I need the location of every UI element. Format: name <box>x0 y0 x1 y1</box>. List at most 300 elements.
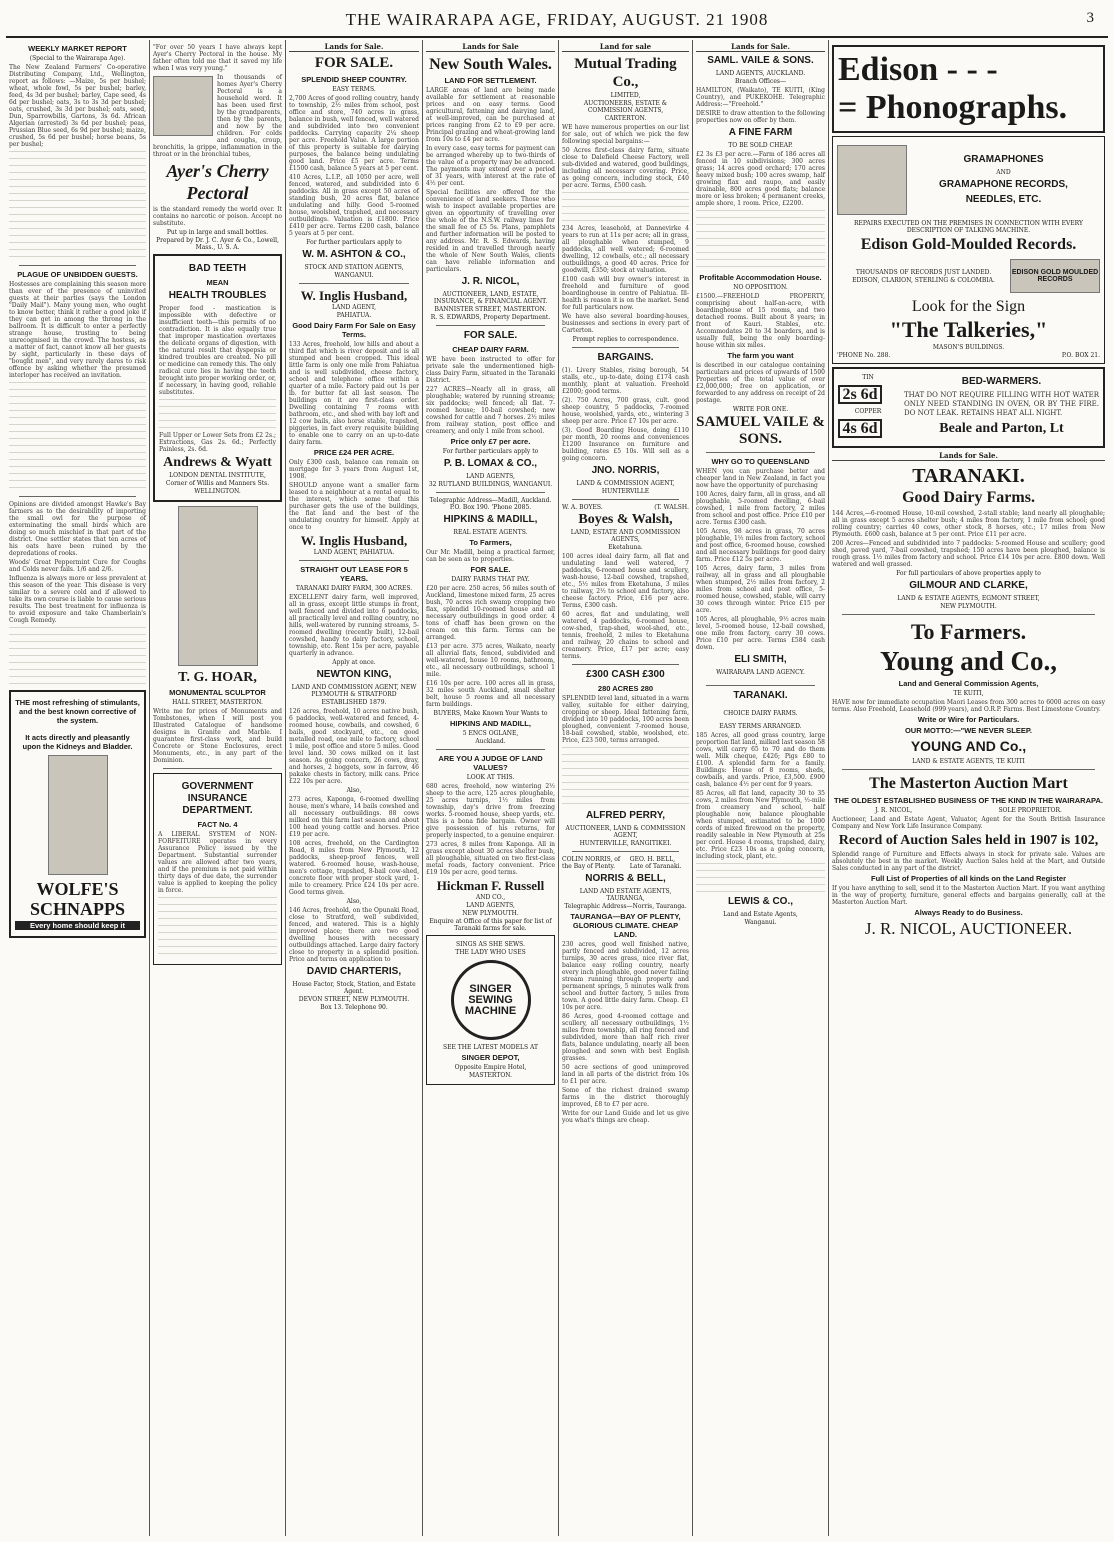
norris-sub: LAND & COMMISSION AGENT, <box>576 480 675 487</box>
listing-410-acres: 410 Acres, L.I.P., all 1050 per acre, well fenced, watered, and subdivided into 6 paddocks. All in grass except 50 acres of standing bush, 20 acres flat, balance undulating and hilly. Good 5-roomed house, woolshed, trapshed, and necessary outbuildings. Valuation is £1800. Price £410 per acre. Terms £200 cash, balance 5 years at 5 per cent. <box>289 174 419 237</box>
price-24: PRICE £24 PER ACRE. <box>313 448 395 457</box>
buyers-wants: BUYERS, Make Known Your Wants to <box>433 710 548 717</box>
plague-body: Hostesses are complaining this season more than ever of the presence of uninvited guests at their parties (says the London "Daily Mail"). Many young men, who ought to know better, think it rather a good joke if they can get in among the throng in the ballroom. It is difficult to enter a perfectly strange house, trusting to being unrecognised in the crowd. The hostess, as a matter of fact, cannot know all her guests by sight, particularly in these days of "bought men", and very rarely dares to risk offence by asking whether the presumed interloper has received an invitation. <box>9 281 146 379</box>
hoar-trade: MONUMENTAL SCULPTOR <box>169 688 266 697</box>
ayer-bottles: Put up in large and small bottles. <box>166 229 269 236</box>
lewis-name: LEWIS & CO., <box>728 896 793 907</box>
vaile-branches: HAMILTON, (Waikato), TE KUITI, (King Country), and PUKEKOHE. Telegraphic Address:—"Freehold." <box>696 87 825 108</box>
boyes-walsh-sub: LAND, ESTATE AND COMMISSION AGENTS, <box>570 529 681 543</box>
vaile-name: SAML. VAILE & SONS. <box>707 55 814 66</box>
masterton-mart-sub: THE OLDEST ESTABLISHED BUSINESS OF THE KIND IN THE WAIRARAPA. <box>834 796 1103 805</box>
inglis-city: PAHIATUA. <box>336 312 372 319</box>
masthead <box>0 0 1114 38</box>
schnapps-tagline: Every home should keep it <box>15 921 140 930</box>
lomax-sub: LAND AGENTS, <box>466 473 515 480</box>
ayer-preparer: Prepared by Dr. J. C. Ayer & Co., Lowell, Mass., U. S. A. <box>156 237 279 251</box>
listing-86-acres: 86 Acres, good 4-roomed cottage and scullery, all necessary outbuildings, 1½ miles from township, all ring fenced and subdivided, more than half rich river flats, balance undulating, nearly all been ploughed and sown with best English grasses. <box>562 1013 689 1062</box>
full-particulars: For full particulars of above properties apply to <box>896 570 1041 577</box>
listing-126-acres: 126 acres, freehold, 10 acres native bush, 6 paddocks, well-watered and fenced, 4-roomed house, cowbails, and cowshed, 6 bails, good stockyard, etc., on good metalled road, one mile to factory, school 1 mile, post office and store 5 miles. Good level land. 30 cows milked on it last season. As going concern, 26 cows, dray, and horses, 2 hoggets, sow in farrow, 46 pakake chests in factory, milk cans. Price £22 10s per acre. <box>289 708 419 785</box>
further-particulars: For further particulars apply to <box>442 448 539 455</box>
column-7 <box>828 40 1108 1536</box>
also-1: Also, <box>346 787 362 794</box>
dental-prices: Full Upper or Lower Sets from £2 2s.; Extractions, Gas 2s. 6d.; Perfectly Painless, 2s. 6d. <box>159 432 276 453</box>
fine-farm-text-block <box>696 210 825 270</box>
schnapps-brand: WOLFE'S SCHNAPPS <box>29 879 125 919</box>
vaile-name-2: SAMUEL VAILE & SONS. <box>696 414 825 447</box>
gramophones-and: AND <box>996 169 1011 176</box>
singer-line-2: THE LADY WHO USES <box>455 949 526 956</box>
young-co-body: HAVE now for immediate occupation Maori Leases from 300 acres to 6000 acres on easy terms. Also Freehold, Leasehold (999 years), and O.R.P. Farms. Best Limestone Country. <box>832 699 1105 713</box>
inglis-name-2: W. Inglis Husband, <box>300 533 408 548</box>
dental-body: Proper food - mastication is impossible with defective or insufficient teeth—this permits of no contradiction. It is also equally true that improper mastication overtaxes the delicate organs of digestion, with the natural result that dyspepsia or kindred troubles are created. No pill or medicine can remedy this. The only radical cure lies in having the teeth brought into proper working order, or, if necessary, in having good, reliable substitutes. <box>159 305 276 396</box>
ayer-quote: "For over 50 years I have always kept Ayer's Cherry Pectoral in the house. My father often told me that it saved my life when I was very young." <box>153 44 282 72</box>
schnapps-headline: THE most refreshing of stimulants, and the best known corrective of the system. <box>15 698 140 725</box>
good-dairy-heading: Good Dairy Farm For Sale on Easy Terms. <box>292 321 416 339</box>
singer-line-3: SEE THE LATEST MODELS AT <box>443 1044 538 1051</box>
bargain-3: (3). Good Boarding House, doing £110 per month, 20 rooms and conveniences £1200 Insurance on furniture and building, rates £5 10s. Will sell as a going concern. <box>562 427 689 462</box>
divider <box>436 492 545 493</box>
influenza-text-block <box>9 627 146 687</box>
boyes-partners <box>562 504 689 511</box>
column-2 <box>149 40 285 1536</box>
norris-name: JNO. NORRIS, <box>591 465 660 476</box>
gramophone-ad <box>832 136 1105 364</box>
lease-heading: STRAIGHT OUT LEASE FOR 5 YEARS. <box>300 565 408 583</box>
bargain-1: (1). Livery Stables, rising borough, 54 stalls, etc., up-to-date, doing £174 cash monthly, plant at valuation. Freehold £2000; good terms. <box>562 367 689 395</box>
hipkins-sub: REAL ESTATE AGENTS. <box>453 529 528 536</box>
copper-price: 4s 6d <box>838 419 882 438</box>
acres-heading: 280 ACRES 280 <box>597 684 654 693</box>
divider <box>19 496 136 497</box>
listing-185-acres: 185 Acres, all good grass country, large proportion flat land, milked last season 58 cows, will carry 65 to 70 and do them well. Milk cheque, £426; Pigs £80 to £100. A splendid farm for a family. Buildings: House of 8 rooms, sheds, cowbails, and yards. Price, £3,500. £900 cash, balance 4½ per cent for 9 years. <box>696 732 825 788</box>
edison-label-image: EDISON GOLD MOULDED RECORDS <box>1010 259 1100 293</box>
singer-city: MASTERTON. <box>468 1072 513 1079</box>
hipkins-address-2: 5 ENCS OGLANE, <box>462 730 519 737</box>
govt-insurance-ad <box>153 773 282 965</box>
hipkins-city-2: Auckland. <box>475 738 506 745</box>
listing-13-per-acre: £13 per acre. 375 acres, Waikato, nearly all alluvial flats, fenced, subdivided and well-watered, house 10 rooms, bathroom, etc., all necessary outbuildings, school 1 mile. <box>426 643 555 678</box>
mortgage-terms: Only £300 cash, balance can remain on mortgage for 3 years from August 1st, 1908. <box>289 459 419 480</box>
taranaki-heading: TARANAKI. <box>733 690 788 701</box>
vaile-desire: DESIRE to draw attention to the following properties now on offer by them. <box>696 110 825 124</box>
mart-proprietor-row <box>832 807 1105 814</box>
tin-price: 2s 6d <box>838 385 882 404</box>
boyes-left: W. A. BOYES. <box>562 504 603 511</box>
lands-for-sale-header: Lands for Sale. <box>289 42 419 52</box>
to-farmers: To Farmers, <box>469 538 512 547</box>
mother-child-image <box>153 76 213 136</box>
bed-warmer-prices <box>838 373 898 442</box>
charteris-box: Box 13. Telephone 90. <box>320 1004 388 1011</box>
russell-name: Hickman F. Russell <box>436 878 545 893</box>
cash-heading: £300 CASH £300 <box>586 669 665 680</box>
nicol-department: R. S. EDWARDS, Property Department. <box>430 314 551 321</box>
for-sale-heading: FOR SALE. <box>314 55 394 71</box>
talkeries-phone: 'PHONE No. 288. <box>837 352 891 359</box>
ayer-body-2: is the standard remedy the world over. It contains no narcotic or poison. Accept no substitute. <box>153 206 282 227</box>
charteris-address: DEVON STREET, NEW PLYMOUTH. <box>298 996 410 1003</box>
andrews-address: Corner of Willis and Manners Sts. <box>165 480 270 487</box>
norris-city: HUNTERVILLE <box>601 488 650 495</box>
listing-680-acres: 680 acres, freehold, now wintering 2½ sheep to the acre, 125 acres ploughable, 25 acres turnips, 1½ miles from township, day's drive from freezing works. 5-roomed house, sheep yards, etc. This is a bona fide bargain. Owner will give possession of his returns, for properly inspected, to a genuine enquirer. <box>426 783 555 839</box>
govt-insurance-heading: GOVERNMENT INSURANCE DEPARTMENT. <box>181 781 254 816</box>
singer-depot: SINGER DEPOT, <box>461 1053 520 1062</box>
russell-enquire: Enquire at Office of this paper for list of Taranaki farms for sale. <box>429 918 552 932</box>
perry-sub: AUCTIONEER, LAND & COMMISSION AGENT, <box>565 825 686 839</box>
talkeries-box: P.O. BOX 21. <box>1061 352 1100 359</box>
nicol-address: BANNISTER STREET, MASTERTON. <box>434 306 547 313</box>
nsw-subheading: LAND FOR SETTLEMENT. <box>444 76 537 85</box>
accommodation-heading: Profitable Accommodation House. <box>699 273 822 282</box>
cheap-dairy-intro: WE have been instructed to offer for private sale the undermentioned high-class Dairy Farm, situated in the Taranaki District. <box>426 356 555 384</box>
inglis-sub: LAND AGENT, <box>331 304 377 311</box>
talkeries-contacts <box>837 352 1100 359</box>
land-guide: Write for our Land Guide and let us give you what's things are cheap. <box>562 1110 689 1124</box>
listing-20-per-acre: £20 per acre. 250 acres, 56 miles south of Auckland, limestone mixed farm, 25 acres bush, 70 acres rich swamp cropping two flax, splendid 10-roomed house and all necessary outbuildings in good order. 4 tons of chaff has been grown on the cream on this farm. Terms can be arranged. <box>426 585 555 641</box>
schnapps-ad <box>9 690 146 938</box>
gilmour-clarke-name: GILMOUR AND CLARKE, <box>909 580 1028 591</box>
mutual-boarding: We have also several boarding-houses, businesses and sections in every part of Carterton. <box>562 313 689 334</box>
young-co-sub-2: LAND & ESTATE AGENTS, TE KUITI <box>912 758 1025 765</box>
market-report-text-block <box>9 151 146 261</box>
lands-for-sale-header: Lands for Sale <box>426 42 555 52</box>
divider <box>163 768 272 769</box>
andrews-city: WELLINGTON. <box>194 488 241 495</box>
nicol-auctioneer: J. R. NICOL, AUCTIONEER. <box>864 919 1073 938</box>
bed-warmer-ad <box>832 367 1105 448</box>
nicol-sub: AUCTIONEER, LAND, ESTATE, INSURANCE, & FINANCIAL AGENT. <box>433 291 548 305</box>
nicol-name: J. R. NICOL, <box>461 276 520 287</box>
copper-label: COPPER <box>854 408 882 415</box>
nsw-heading: New South Wales. <box>429 56 552 73</box>
opinions-body: Opinions are divided amongst Hawke's Bay farmers as to the desirability of importing the small owl for the purpose of exterminating the small birds which are doing so much mischief in that part of the district. One settler states that ten acres of his oats have been ruined by the depredations of rooks. <box>9 501 146 557</box>
nsw-body-2: In every case, easy terms for payment can be arranged whereby up to two-thirds of the value of a property may be advanced. The payments may extend over a period of 31 years, with interest at the rate of 4½ per cent. <box>426 145 555 187</box>
always-ready: Always Ready to do Business. <box>914 908 1023 917</box>
listing-144-acres: 144 Acres,—6-roomed House, 10-mil cowshed, 2-stall stable; land nearly all ploughable; all in grass except 5 acres shelter bush; 4 miles from factory, 1 mile from school; good rolling country; carries 40 cows, other stock, 8 horses, etc.; 17 miles from New Plymouth. £600 cash, balance at 5 per cent. Price £11 per acre. <box>832 510 1105 538</box>
listing-100-acres-dairy: 100 Acres, dairy farm, all in grass, and all ploughable, 5-roomed dwelling, 6-bail cowshed, 1 mile from factory, 2 miles from school and post office. Price £10 per acre. Terms £300 cash. <box>696 491 825 526</box>
no-opposition: NO OPPOSITION. <box>733 284 788 291</box>
choice-dairy: CHOICE DAIRY FARMS. <box>723 710 798 717</box>
listing-273-acres: 273 acres, Kaponga, 6-roomed dwelling house, men's whare, 14 bails cowshed and all necessary outbuildings. 88 cows milked on this farm last season and about 100 head young cattle and horses. Price £19 per acre. <box>289 796 419 838</box>
fine-farm-sub: TO BE SOLD CHEAP. <box>728 142 793 149</box>
inglis-name: W. Inglis Husband, <box>300 288 408 303</box>
singer-location: Opposite Empire Hotel, <box>454 1064 527 1071</box>
young-co-sub: Land and General Commission Agents, <box>898 679 1039 688</box>
masons-buildings: MASON'S BUILDINGS. <box>932 344 1005 351</box>
accommodation-body: £1500.—FREEHOLD PROPERTY, comprising about half-an-acre, with boardinghouse of 15 rooms, and two detached rooms. Built about 8 years; in front of Kauri. Stables, etc. Accommodates 20 to 34 boarders, and is usually full, being the only boarding-house within six miles. <box>696 293 825 349</box>
listing-50-acre-sections: 50 acre sections of good unimproved land in all parts of the district from 10s to £1 per acre. <box>562 1064 689 1085</box>
for-sale-heading: FOR SALE. <box>463 330 518 341</box>
excellent-dairy-farm: EXCELLENT dairy farm, well improved, all in grass, except little stumps in front, well fenced and divided into 6 paddocks, all practically level and rolling country, no hills, well-watered by running streams, 5-roomed dwelling (recently built), 12-bail cowshed, handy to dairy factory, school, township, etc. Rent 15s per acre, payable quarterly in advance. <box>289 594 419 657</box>
russell-city: NEW PLYMOUTH. <box>462 910 519 917</box>
hoar-name: T. G. HOAR, <box>178 670 257 685</box>
young-co-name: Young and Co., <box>879 646 1058 676</box>
divider <box>436 325 545 326</box>
divider <box>572 664 679 665</box>
market-report-subheading: (Special to the Wairarapa Age). <box>29 55 126 62</box>
bed-warmer-row <box>838 373 1099 442</box>
edison-ad <box>832 45 1105 133</box>
singer-line-1: SINGS AS SHE SEWS. <box>456 941 525 948</box>
lomax-name: P. B. LOMAX & CO., <box>443 458 538 469</box>
newton-king-name: NEWTON KING, <box>316 669 392 680</box>
charteris-sub: House Factor, Stock, Station, and Estate Agent. <box>292 981 416 995</box>
look-at-this: LOOK AT THIS. <box>466 774 515 781</box>
listing-230-acres: 230 acres, good well finished native, partly fenced and subdivided, 12 acres turnips, 30 acres grass, nice river flat, balance easy rolling country, nearly every inch ploughable, good never failing stream running through property and permanent springs, 5 minutes walk from school and butter factory, 5 miles from town. A good little dairy farm. Cheap. £1 10s per acre. <box>562 941 689 1011</box>
needles-heading: NEEDLES, ETC. <box>965 194 1042 205</box>
perry-name: ALFRED PERRY, <box>585 810 666 821</box>
write-or-wire: Write or Wire for Particulars. <box>917 715 1020 724</box>
listing-273-acres-kaponga: 273 acres, 8 miles from Kaponga. All in grass except about 30 acres shelter bush, all ploughable, situated on two first-class metal roads, factory convenient. Price £19 10s per acre, good terms. <box>426 841 555 876</box>
singer-ad <box>426 935 555 1085</box>
masterton-mart-heading: The Masterton Auction Mart <box>869 775 1068 792</box>
bed-warmers-body: THAT DO NOT REQUIRE FILLING WITH HOT WATER ONLY NEED STANDING IN OVEN, OR BY THE FIRE. DO NOT LEAK. RETAINS HEAT ALL NIGHT. <box>904 391 1099 417</box>
ashton-sub: STOCK AND STATION AGENTS, <box>304 264 404 271</box>
nsw-body-3: Special facilities are offered for the convenience of land seekers. Those who wish to inspect available properties are given an opportunity of travelling over the whole of the N.S.W. railway lines for the small fee of £5 5s. Plans, pamphlets and further information will be posted to any address. Mr. R. S. Edwards, having resided in and travelled through nearly the whole of New South Wales, clients can have reliable information and particulars. <box>426 189 555 273</box>
bed-warmers-heading: BED-WARMERS. <box>961 376 1042 387</box>
listing-105-acres-a: 105 Acres, 98 acres in grass, 70 acres ploughable, 1½ miles from factory, school and post office, 6-roomed house, cowshed and all necessary buildings for good dairy farm. Price £12 5s per acre. <box>696 528 825 563</box>
gold-moulded-records: Edison Gold-Moulded Records. <box>860 236 1077 253</box>
mutual-intro: WE have numerous properties on our list for sale, out of which we pick the few following special bargains:— <box>562 124 689 145</box>
perry-city: HUNTERVILLE, RANGITIKEI. <box>579 840 672 847</box>
also-2: Also, <box>346 898 362 905</box>
russell-sub: AND CO., <box>475 894 506 901</box>
lomax-address: 32 RUTLAND BUILDINGS, WANGANUI. <box>428 481 553 488</box>
dental-text-block <box>159 399 276 429</box>
inglis-sub-2: LAND AGENT, PAHIATUA. <box>313 549 395 556</box>
plague-heading: PLAGUE OF UNBIDDEN GUESTS. <box>17 270 138 279</box>
listing-234-acres: 234 Acres, leasehold, at Dannevirke 4 years to run at 11s per acre; all in grass, all ploughable when stumped, 9 paddocks, all well watered; 6-roomed dwelling, 12 cowbails, etc.; all necessary outbuildings, a good 40 acres. Price for goodwill, £350; stock at valuation. <box>562 225 689 274</box>
listing-200-acres: 200 Acres—Fenced and subdivided into 7 paddocks: 5-roomed House and scullery; good shed, paved yard, 7-bail cowshed, trapshed; 150 acres have been ploughed, balance is rough grass. 1½ miles from factory and school. Price £14 10s per acre. £800 down. Well watered and well grassed. <box>832 540 1105 568</box>
masthead-rule <box>6 36 1108 38</box>
divider <box>706 452 815 453</box>
divider <box>706 685 815 686</box>
taranaki-heading: TARANAKI. <box>912 465 1025 487</box>
dental-ad <box>153 254 282 502</box>
boyes-right: (T. WALSH. <box>654 504 689 511</box>
column-4 <box>422 40 558 1536</box>
newton-king-est: ESTABLISHED 1879. <box>321 699 387 706</box>
divider <box>572 499 679 500</box>
bay-of-plenty-heading: TAURANGA—BAY OF PLENTY, GLORIOUS CLIMATE. CHEAP LAND. <box>570 912 681 939</box>
mutual-text-block <box>562 192 689 222</box>
queensland-heading: WHY GO TO QUEENSLAND <box>711 457 810 466</box>
record-labels: EDISON, CLARION, STERLING & COLOMBIA. <box>852 276 995 284</box>
bargain-2: (2). 750 Acres, 700 grass, cult. good sheep country, 5 paddocks, 7-roomed house, woolshed, yards, etc., wintering 3 sheep per acre. Price £7 10s per acre. <box>562 397 689 425</box>
dairy-farms-pay: DAIRY FARMS THAT PAY. <box>451 576 530 583</box>
price-7: Price only £7 per acre. <box>450 437 531 446</box>
lewis-sub: Land and Estate Agents, <box>723 911 798 918</box>
eli-smith-sub: WAIRARAPA LAND AGENCY. <box>716 669 805 676</box>
divider <box>299 283 409 284</box>
splendid-level-land: SPLENDID level land, situated in a warm valley, suitable for either dairying, cropping or sheep. Ideal fattening farm, divided into 10 paddocks, 100 acres been ploughed, convenient 7-roomed house, 18-bail cowshed, stable, woolshed, etc. Price, £23 500, terms arranged. <box>562 695 689 744</box>
norris-bell-partners <box>562 856 689 870</box>
woods-cure: Woods' Great Peppermint Cure for Coughs and Colds never fails. 1/6 and 2/6. <box>9 559 146 573</box>
listing-108-acres: 108 acres, freehold, on the Cardington Road, 8 miles from New Plymouth, 12 paddocks, sheep-proof fences, well watered. 6-roomed house, wash-house, men's cottage, trapshed, 8-bail cow-shed, concrete floor with proper stock yard, 1-mile to creamery. Price £24 10s per acre. Good terms given. <box>289 840 419 896</box>
divider <box>299 560 409 561</box>
bargains-heading: BARGAINS. <box>597 352 654 363</box>
listing-133-acres: 133 Acres, freehold, low hills and about a third flat which is river deposit and is all stumped and been cropped. This ideal little farm is only one mile from Pahiatua and is well subdivided, cheese factory, school and telephone office within a quarter of a mile. Factory paid out 1s per lb. for butter fat all last season. The buildings on it are first-class order. Dwelling containing 7 rooms with bathroom, etc., and shed with bay loft and 12 cow bails, also horse stable, trapshed, piggeries, in fact every requisite building to enable one to carry on an up-to-date dairy farm. <box>289 341 419 446</box>
full-list-heading: Full List of Properties of all kinds on the Land Register <box>870 874 1067 883</box>
schnapps-claim: It acts directly and pleasantly upon the Kidneys and Bladder. <box>22 733 133 751</box>
newspaper-title: THE WAIRARAPA AGE, FRIDAY, AUGUST. 21 1908 <box>345 10 769 29</box>
talkeries-name: "The Talkeries," <box>889 317 1048 342</box>
tin-label: TIN <box>862 374 874 381</box>
prompt-replies: Prompt replies to correspondence. <box>572 336 679 343</box>
gramophone-row <box>837 141 1100 219</box>
auction-record: Record of Auction Sales held in 1907 is 102, <box>838 833 1099 848</box>
listing-105-acres-b: 105 Acres, dairy farm, 3 miles from railway, all in grass and all ploughable when stumped, 2½ miles from factory, 2 miles from school and post office, 5-roomed house, cowshed, stable, will carry 30 cows through winter. Price £15 per acre. <box>696 565 825 614</box>
mart-nicol: J. R. NICOL, <box>875 807 913 814</box>
govt-fact: FACT No. 4 <box>197 820 238 829</box>
listing-100-acres-ideal: 100 acres ideal dairy farm, all flat and undulating land well watered, 7 paddocks, 6-roomed house and scullery, wash-house, 12-bail cowshed, trapshed, etc., 5½ miles from Eketahuna, 3 miles to railway, 2½ to school and factory, also cheese factory. Price, £16 per acre. Terms, £300 cash. <box>562 553 689 609</box>
mutual-trading-city: CARTERTON. <box>604 115 647 122</box>
schnapps-bottle-image <box>48 755 108 875</box>
ayer-body: In thousands of homes Ayer's Cherry Pectoral is a household word. It has been used first by the grandparents, then by the parents, and now by the children. For colds and coughs, croup, bronchitis, la grippe, inflammation in the throat or in the bronchial tubes, <box>153 74 282 158</box>
mart-body-3: If you have anything to sell, send it to the Masterton Auction Mart. If you want anything in the way of property, furniture, general effects and bargains generally, call at the Masterton Auction Mart. <box>832 885 1105 906</box>
listing-50-acres: 50 Acres first-class dairy farm, situate close to Dalefield Cheese Factory, well sub-divided and watered, good buildings, including all necessary covering. Price, as going concern, including stock, £40 per acre. Terms, £500 cash. <box>562 147 689 189</box>
farm-you-want: The farm you want <box>727 351 794 360</box>
mutual-trading-name: Mutual Trading Co., <box>574 56 677 90</box>
market-report-heading: WEEKLY MARKET REPORT <box>28 44 127 53</box>
catalogue-body: is described in our catalogue containing particulars and prices of upwards of 1500 Properties of the total value of over £2,000,000; free on application, or forwarded to any address on receipt of 2d postage. <box>696 362 825 404</box>
divider <box>572 347 679 348</box>
records-landed: THOUSANDS OF RECORDS JUST LANDED. <box>855 268 992 276</box>
health-troubles-heading: HEALTH TROUBLES <box>168 290 267 301</box>
divider <box>572 851 679 852</box>
bell-right: GEO. H. BELL, Late of Taranaki. <box>629 856 682 870</box>
nsw-body-1: LARGE areas of land are being made available for settlement at reasonable prices and on easy terms. Good agricultural, fattening and dairying land, at well-improved, can be purchased at prices ranging from £2 to £9 per acre. Principal grazing and wheat-growing land from 10s to £4 per acre. <box>426 87 555 143</box>
listing-16-per-acre: £16 10s per acre. 100 acres all in grass, 32 miles south Auckland, small shelter belt, house 5 rooms and all necessary farm buildings. <box>426 680 555 708</box>
hoar-address: HALL STREET, MASTERTON. <box>172 699 263 706</box>
vaile-branch: Branch Offices— <box>735 78 786 85</box>
gilmour-clarke-sub: LAND & ESTATE AGENTS, EGMONT STREET, <box>897 595 1040 602</box>
our-motto: OUR MOTTO:—"WE NEVER SLEEP. <box>904 726 1033 735</box>
boyes-walsh-city: Eketahuna. <box>608 544 643 551</box>
boyes-walsh-name: Boyes & Walsh, <box>578 512 673 527</box>
repairs-text: REPAIRS EXECUTED ON THE PREMISES IN CONNECTION WITH EVERY DESCRIPTION OF TALKING MACHINE. <box>854 220 1083 234</box>
listing-146-acres: 146 Acres, freehold, on the Opunaki Road, close to Stratford, well subdivided, fenced, and watered. This is a highly improved place; there are two good dwelling houses with necessary outbuildings attached. Large dairy factory close to property in a splendid position. Price and terms on application to <box>289 907 419 963</box>
column-1 <box>6 40 149 1536</box>
ashton-city: WANGANUI. <box>334 272 374 279</box>
further-particulars: For further particulars apply to <box>306 239 402 246</box>
eli-smith-name: ELI SMITH, <box>734 654 787 665</box>
easy-terms: EASY TERMS ARRANGED. <box>719 723 802 730</box>
hipkins-name-2: HIPKINS AND MADILL, <box>450 719 531 728</box>
lands-for-sale-header: Lands for Sale. <box>696 42 825 52</box>
mutual-trading-sub: AUCTIONEERS, ESTATE & COMMISSION AGENTS, <box>583 100 668 114</box>
charteris-name: DAVID CHARTERIS, <box>306 966 402 977</box>
govt-insurance-body: A LIBERAL SYSTEM of NON-FORFEITURE operates in every Assurance Policy issued by the Department. Substantial surrender values are allowed after two years, and if the premium is not paid within thirty days of due date, the surrender value is applied to keeping the policy in force. <box>158 831 277 894</box>
gramophone-image <box>837 145 907 215</box>
norris-bell-telegraphic: Telegraphic Address—Norris, Tauranga. <box>564 903 687 910</box>
young-co-city: TE KUITI, <box>953 690 984 697</box>
influenza-body: Influenza is always more or less prevalent at this season of the year. This disease is very similar to a severe cold and if allowed to take its own course is liable to cause serious results. The best treatment for influenza is to avoid exposure and take Chamberlain's Cough Remedy. <box>9 575 146 624</box>
hipkins-name: HIPKINS & MADILL, <box>443 514 538 525</box>
column-5 <box>558 40 692 1536</box>
ashton-name: W. M. ASHTON & CO., <box>302 249 406 260</box>
young-co-name-2: YOUNG AND Co., <box>910 738 1027 754</box>
gramophones-heading: GRAMAPHONES <box>963 154 1044 165</box>
gramophone-text <box>907 151 1100 209</box>
column-3 <box>285 40 422 1536</box>
lands-for-sale-header: Lands for Sale. <box>832 451 1105 461</box>
bed-warmer-text <box>898 373 1099 442</box>
listing-2700-acres: 2,700 Acres of good rolling country, handy to township, 2½ miles from school, post office and store, 740 acres in grass, balance in bush, well fenced, well watered and subdivided into two convenient paddocks. Carrying capacity 2¼ sheep per acre. Freehold Value. A large portion of this property is suitable for dairying purposes, the balance being undulating good land. Price £5 per acre. Terms £1500 cash, balance 5 years at 5 per cent. <box>289 95 419 172</box>
land-for-sale-header: Land for sale <box>562 42 689 52</box>
phonographs-title: = Phonographs. <box>838 89 1068 126</box>
look-for-sign: Look for the Sign <box>911 298 1026 315</box>
beale-parton: Beale and Parton, Lt <box>939 421 1064 436</box>
divider <box>19 265 136 266</box>
mart-body-2: Splendid range of Furniture and Effects always in stock for private sale. Values are absolutely the best in the market. Weekly Auction Sales held at the Mart, and Outside Sales conducted in any part of the district. <box>832 851 1105 872</box>
fine-farm-heading: A FINE FARM <box>728 127 793 138</box>
gilmour-clarke-city: NEW PLYMOUTH. <box>940 603 997 610</box>
mart-proprietor: SOLE PROPRIETOR. <box>998 807 1062 814</box>
mutual-trading-limited: LIMITED, <box>610 92 641 99</box>
write-for-one: WRITE FOR ONE. <box>732 406 789 413</box>
records-row <box>837 255 1100 297</box>
splendid-text-block <box>562 747 689 807</box>
listing-85-acres: 85 Acres, all flat land, capacity 30 to 35 cows, 2 miles from New Plymouth, ½-mile from creamery and school, half ploughable now, balance ploughable when stumped, estimated to be 1000 cords of mixed firewood on the property, readily saleable in New Plymouth at 25s per cord. House 4 rooms, trapshed, dairy, etc. Price £23 10s as a going concern, including stock, plant, etc. <box>696 790 825 860</box>
listing-85-text-block <box>696 863 825 893</box>
mart-body: Auctioneer, Land and Estate Agent, Valuator, Agent for the South British Insurance Company and New York Life Insurance Company. <box>832 816 1105 830</box>
listing-105-acres-c: 105 Acres, all ploughable, 9½ acres main level, 5-roomed house, 12-bail cowshed, one mile from factory, carry 30 cows. Price £10 per acre. Terms £584 cash down. <box>696 616 825 651</box>
andrews-institute: LONDON DENTAL INSTITUTE, <box>169 472 266 479</box>
divider <box>842 769 1095 770</box>
hoar-body: Write me for prices of Monuments and Tombstones, when I will post you Illustrated Catalogue of handsome designs in Granite and Marble. I guarantee first-class work, and build Concrete or Stone Enclosures, erect Monuments, etc., in any part of the Dominion. <box>153 708 282 764</box>
govt-insurance-text-block <box>158 897 277 957</box>
norris-bell-sub: LAND AND ESTATE AGENTS, TAURANGA, <box>579 888 672 902</box>
madill-intro: Our Mr. Madill, being a practical farmer, can be seen as to properties. <box>426 549 555 563</box>
andrews-wyatt-name: Andrews & Wyatt <box>163 455 272 470</box>
page-number: 3 <box>1086 10 1094 26</box>
lewis-city: Wanganui. <box>744 919 777 926</box>
mean-heading: MEAN <box>206 278 229 287</box>
cheap-dairy-heading: CHEAP DAIRY FARM. <box>452 345 529 354</box>
to-farmers-heading: To Farmers. <box>910 619 1027 644</box>
gramophone-records-heading: GRAMAPHONE RECORDS, <box>939 179 1068 190</box>
singer-logo: SINGER SEWING MACHINE <box>451 960 531 1040</box>
monument-statue-image <box>178 506 258 666</box>
plague-text-block <box>9 382 146 492</box>
ayer-brand: Ayer's Cherry Pectoral <box>166 161 269 203</box>
listing-swamp-farms: Some of the richest drained swamp farms in the district thoroughly improved, £8 to £7 per acre. <box>562 1087 689 1108</box>
divider <box>842 614 1095 615</box>
listing-227-acres: 227 ACRES—Nearly all in grass, all ploughable; watered by running streams; six paddocks; well fenced; all flat. 7-roomed house; 10-bail cowshed; new cowshed for cattle and 7 horses. 2½ miles from railway station, post office and creamery, and only 1 mile from school. <box>426 386 555 435</box>
judge-heading: ARE YOU A JUDGE OF LAND VALUES? <box>438 754 543 772</box>
russell-sub-2: LAND AGENTS, <box>466 902 515 909</box>
bell-left: COLIN NORRIS, of the Bay of Plenty. <box>562 856 621 870</box>
sheep-country-heading: SPLENDID SHEEP COUNTRY. <box>301 75 407 84</box>
records-text <box>837 268 1010 285</box>
queensland-intro: WHEN you can purchase better and cheaper land in New Zealand, in fact you now have the opportunity of purchasing <box>696 468 825 489</box>
good-dairy-farms: Good Dairy Farms. <box>902 489 1035 506</box>
fine-farm-body: £2 3s £3 per acre.—Farm of 186 acres all fenced in 10 subdivisions; 300 acres grass; 14 acres good orchard; 170 acres heavy mixed bush; 100 acres swamp, half growing flax and raupo, and easily drainable, 800 acres good flats; balance more or less broken; 4 permanent creeks, ample shore, 1 room. Price, £2200. <box>696 151 825 207</box>
newton-king-sub: LAND AND COMMISSION AGENT, NEW PLYMOUTH & STRATFORD <box>291 684 417 698</box>
norris-bell-name: NORRIS & BELL, <box>585 873 666 884</box>
divider <box>436 749 545 750</box>
taranaki-dairy-farm: TARANAKI DAIRY FARM, 300 ACRES. <box>295 585 413 592</box>
vaile-sub: LAND AGENTS, AUCKLAND. <box>715 70 806 77</box>
listing-100-cash: £100 cash will buy owner's interest in freehold and furniture of good boardinghouse in centre of Pahiatua. Ill-health is reason it is on the market. Send for full particulars now. <box>562 276 689 311</box>
edison-title: Edison - - - <box>838 51 998 88</box>
easy-terms: EASY TERMS. <box>332 86 376 93</box>
apply-at-once: Apply at once. <box>332 659 376 666</box>
column-6 <box>692 40 828 1536</box>
smaller-farm: SHOULD anyone want a smaller farm leased to a neighbour at a rental equal to the interest, which some that this purchaser gets the use of the buildings, the flat land and the best of the undulating country for himself. Apply at once to <box>289 482 419 531</box>
bad-teeth-heading: BAD TEETH <box>188 263 247 274</box>
